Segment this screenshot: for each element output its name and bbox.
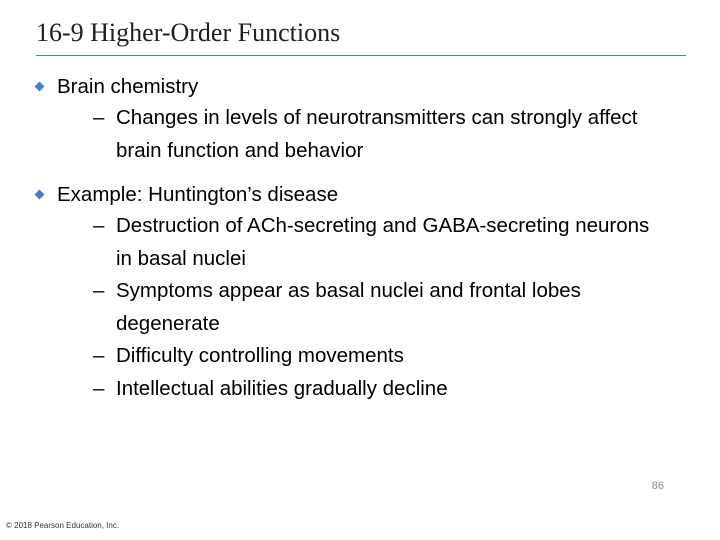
square-bullet-icon bbox=[36, 180, 50, 210]
copyright-notice: © 2018 Pearson Education, Inc. bbox=[6, 521, 120, 530]
sub-bullet-list bbox=[57, 102, 666, 167]
sub-bullet-text: Difficulty controlling movements bbox=[116, 344, 404, 367]
dash-bullet-icon: – bbox=[93, 214, 105, 237]
page-number: 86 bbox=[651, 480, 664, 492]
slide-title: 16-9 Higher-Order Functions bbox=[36, 18, 341, 47]
sub-bullet-text: Symptoms appear as basal nuclei and frontal lobes degenerate bbox=[116, 279, 581, 335]
dash-bullet-icon: – bbox=[93, 106, 105, 129]
bullet-brain-chemistry bbox=[36, 72, 666, 167]
dash-bullet-icon: – bbox=[93, 279, 105, 302]
sub-bullet bbox=[57, 210, 666, 275]
sub-bullet-text: Changes in levels of neurotransmitters can strongly affect brain function and behavior bbox=[116, 106, 638, 162]
title-divider bbox=[36, 55, 686, 56]
dash-bullet-icon: – bbox=[93, 376, 105, 400]
sub-bullet bbox=[57, 102, 666, 167]
square-bullet-icon bbox=[36, 72, 50, 102]
dash-bullet-icon: – bbox=[93, 344, 105, 367]
bullet-text: Brain chemistry bbox=[57, 75, 199, 98]
bullet-text: Example: Huntington’s disease bbox=[57, 183, 339, 206]
sub-bullet bbox=[57, 275, 666, 340]
sub-bullet bbox=[57, 373, 666, 406]
sub-bullet bbox=[57, 340, 666, 373]
slide-body bbox=[36, 72, 666, 405]
sub-bullet-text: Intellectual abilities gradually decline bbox=[116, 376, 448, 400]
bullet-huntingtons-disease bbox=[36, 180, 666, 405]
sub-bullet-text: Destruction of ACh-secreting and GABA-secreting neurons in basal nuclei bbox=[116, 214, 650, 270]
sub-bullet-list bbox=[57, 210, 666, 405]
